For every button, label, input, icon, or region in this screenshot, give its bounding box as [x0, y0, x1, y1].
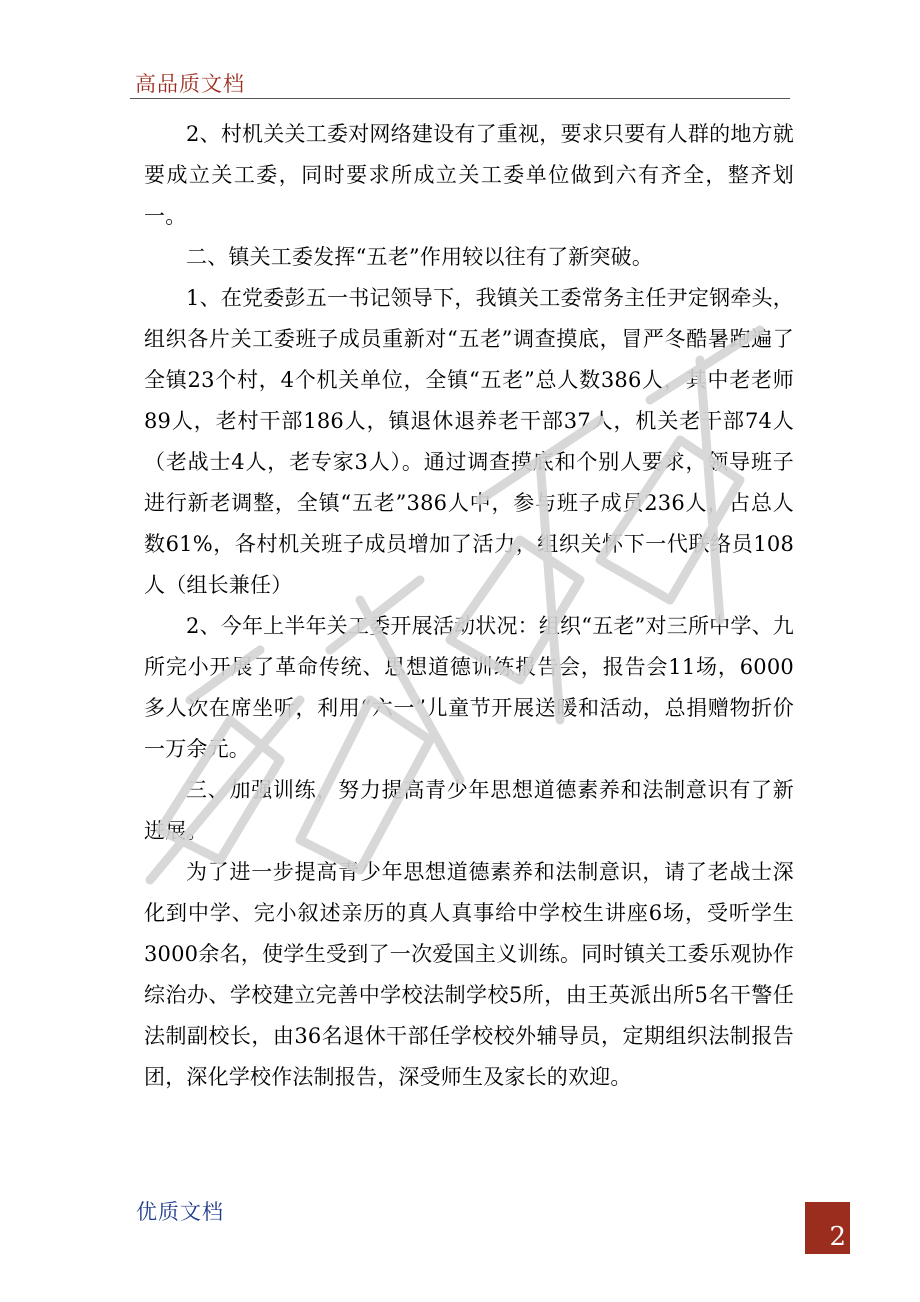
page-number: 2 [829, 1222, 846, 1252]
paragraph-3: 1、在党委彭五一书记领导下，我镇关工委常务主任尹定钢牵头，组织各片关工委班子成员重新对“五老”调查摸底，冒严冬酷暑跑遍了全镇23个村，4个机关单位，全镇“五老”总人数386人，其中老老师89人，老村干部186人，镇退休退养老干部37人，机关老干部74人（老战士4人，老专家3人）。通过调查摸底和个别人要求，领导班子进行新老调整，全镇“五老”386人中，参与班子成员236人，占总人数61%，各村机关班子成员增加了活力，组织关怀下一代联络员108人（组长兼任） [144, 286, 794, 597]
page-number-badge [805, 1202, 850, 1254]
paragraph-2: 二、镇关工委发挥“五老”作用较以往有了新突破。 [186, 245, 654, 269]
header-divider [130, 98, 790, 99]
paragraph-5: 三、加强训练，努力提高青少年思想道德素养和法制意识有了新进展。 [144, 778, 794, 843]
footer-title: 优质文档 [136, 1200, 224, 1224]
header-title: 高品质文档 [135, 72, 245, 96]
paragraph-6: 为了进一步提高青少年思想道德素养和法制意识，请了老战士深化到中学、完小叙述亲历的真人真事给中学校生讲座6场，受听学生3000余名，使学生受到了一次爱国主义训练。同时镇关工委乐观协作综治办、学校建立完善中学校法制学校5所，由王英派出所5名干警任法制副校长，由36名退休干部任学校校外辅导员，定期组织法制报告团，深化学校作法制报告，深受师生及家长的欢迎。 [144, 860, 794, 1089]
paragraph-1: 2、村机关关工委对网络建设有了重视，要求只要有人群的地方就要成立关工委，同时要求所成立关工委单位做到六有齐全，整齐划一。 [144, 122, 794, 228]
document-body [144, 114, 794, 1098]
paragraph-4: 2、今年上半年关工委开展活动状况：组织“五老”对三所中学、九所完小开展了革命传统、思想道德训练报告会，报告会11场，6000多人次在席坐听，利用“六一”儿童节开展送暖和活动，总捐赠物折价一万余元。 [144, 614, 794, 761]
